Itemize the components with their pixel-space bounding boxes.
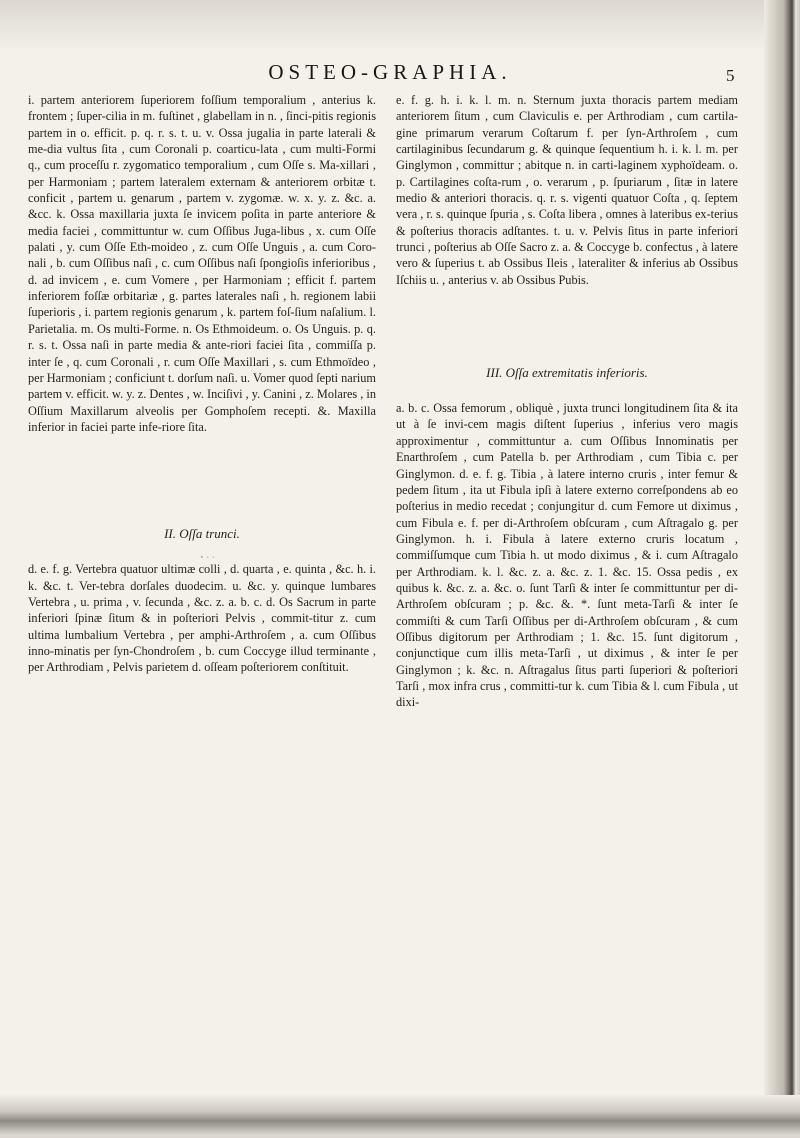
right-column <box>396 92 738 711</box>
section-heading-trunci: II. Oſſa trunci. <box>164 526 240 542</box>
page-top-edge <box>0 0 800 48</box>
right-heading-spacer <box>396 382 738 400</box>
right-paragraph-2: a. b. c. Ossa femorum , obliquè , juxta trunci longitudinem ſita & ita ut à ſe invi-cem magis diſtent ſuperius , inferius vero magis approximentur , committuntur a. cum Oſſibus Innominatis per Enarthroſem , cum Patella b. per Arthrodiam , cum Tibia c. per Ginglymon. d. e. f. g. Tibia , à latere interno cruris , inter femur & pedem ſitum , ita ut Fibula ipſi à latere externo correſpondens ab eo poſterius in medio recedat ; conjungitur d. cum Femore ut diximus , cum Fibula e. f. per di-Arthroſem obſcuram , cum Aſtragalo g. per Ginglymon. h. i. Fibula à latere externo cruris locatum , commiſſumque cum Tibia h. ut modo diximus , & i. cum Aſtragalo per Arthrodiam. k. l. &c. z. a. &c. z. 1. &c. 15. Ossa pedis , ex quibus k. &c. z. a. &c. o. ſunt Tarſi & inter ſe committuntur per di-Arthroſem obſcuram ; p. &c. &. *. ſunt meta-Tarſi & inter ſe commiſti & cum Tarſi Oſſibus per di-Arthroſem obſcuram , & cum Oſſibus digitorum per Arthrodiam ; 1. &c. 15. ſunt digitorum , conjunctique cum illis meta-Tarſi , ut diximus , & inter ſe per Ginglymon ; k. &c. n. Aſtragalus ſitus parti ſuperiori & poſteriori Tarſi , mox infra crus , committi-tur k. cum Tibia & l. cum Fibula , ut dixi- <box>396 401 738 710</box>
left-paragraph-2: d. e. f. g. Vertebra quatuor ultimæ colli , d. quarta , e. quinta , &c. h. i. k. &c. t. Ver-tebra dorſales duodecim. u. &c. y. quinque lumbares Vertebra , u. prima , v. ſecunda , &c. z. a. b. c. d. Os Sacrum in parte inferiori ſpinæ ſitum & in poſteriori Pelvis , commit-titur z. cum ultima lumbalium Vertebra , per amphi-Arthroſem , a. cum Oſſibus inno-minatis per ſyn-Chondroſem , b. cum Coccyge illud terminante , per Arthrodiam , Pelvis parietem d. oſſeam poſteriorem conſtituit. <box>28 562 376 675</box>
page-bottom-edge <box>0 1095 800 1138</box>
section-heading-extremitatis: III. Oſſa extremitatis inferioris. <box>486 365 648 381</box>
page-number: 5 <box>726 66 735 85</box>
running-title: OSTEO-GRAPHIA. <box>268 60 512 84</box>
left-column <box>28 92 376 676</box>
page-right-edge <box>764 0 800 1138</box>
left-paragraph-1: i. partem anteriorem ſuperiorem foſſium temporalium , anterius k. frontem ; ſuper-cilia in m. fuſtinet , glabellam in n. , ſinci-pitis regionis partem in o. efficit. p. q. r. s. t. u. v. Ossa jugalia in parte laterali & me-dia vultus ſita , cum Coronali p. coarticu-lata , cum multi-Formi q., cum proceſſu r. zygomatico temporalium , cum Oſſe s. Ma-xillari , per Harmoniam ; partem lateralem externam & anteriorem orbitæ t. conficit , partem u. genarum , partem v. zygomæ. w. x. y. z. &c. a. &cc. k. Ossa maxillaria juxta ſe invicem poſita in parte anteriore & media faciei , committuntur w. cum Oſſibus Juga-libus , x. cum Oſſe palati , y. cum Oſſe Eth-moideo , z. cum Oſſe Unguis , a. cum Coro-nali , b. cum Oſſibus naſi , c. cum Oſſibus naſi ſpongioſis inferioribus , d. ad invicem , e. cum Vomere , per Harmoniam ; efficit f. partem inferiorem foſſæ orbitariæ , g. partes laterales naſi , h. regionem labii ſuperioris , i. partem regionis genarum , k. partem foſ-ſium naſalium. l. Parietalia. m. Os multi-Forme. n. Os Ethmoideum. o. Os Unguis. p. q. r. s. t. Ossa naſi in parte media & ante-riori faciei ſita , commiſſa p. inter ſe , q. cum Coronali , r. cum Oſſe Maxillari , s. cum Ethmoïdeo , per Harmoniam ; conficiunt t. dorſum naſi. u. Vomer quod ſepti narium partem v. efficit. w. y. z. Dentes , w. Inciſivi , y. Canini , z. Molares , in Oſſium Maxillarum alveolis per Gomphoſem recepti. &. Maxilla inferior in faciei parte infe-riore ſita. <box>28 93 376 434</box>
right-paragraph-1: e. f. g. h. i. k. l. m. n. Sternum juxta thoracis partem mediam anteriorem ſitum , cum Claviculis e. per Arthrodiam , cum cartila-gine primarum verarum Coſtarum f. per ſyn-Arthroſem , cum cartilaginibus ſecundarum g. & quinque ſequentium h. i. k. l. m. per Ginglymon , committur ; abitque n. in carti-laginem xyphoïdeam. o. p. Cartilagines coſta-rum , o. verarum , p. ſpuriarum , ſitæ in latere medio & anteriori thoracis. q. r. s. vigenti quatuor Coſta , q. ſeptem vera , r. s. quinque ſpuria , s. Coſta libera , omnes à lateribus ex-terius & poſterius thoracis adſtantes. t. u. v. Pelvis ſitus in parte inferiori trunci , poſterius ab Oſſe Sacro z. a. & Coccyge b. confectus , à latere vero & ſuperius t. ab Ossibus Ileis , lateraliter & inferius ab Ossibus Iſchiis u. , anterius v. ab Ossibus Pubis. <box>396 93 738 287</box>
right-column-spacer <box>396 288 738 364</box>
printer-ornament-mark: ꞏ·∙ <box>200 550 217 564</box>
left-column-spacer <box>28 435 376 525</box>
